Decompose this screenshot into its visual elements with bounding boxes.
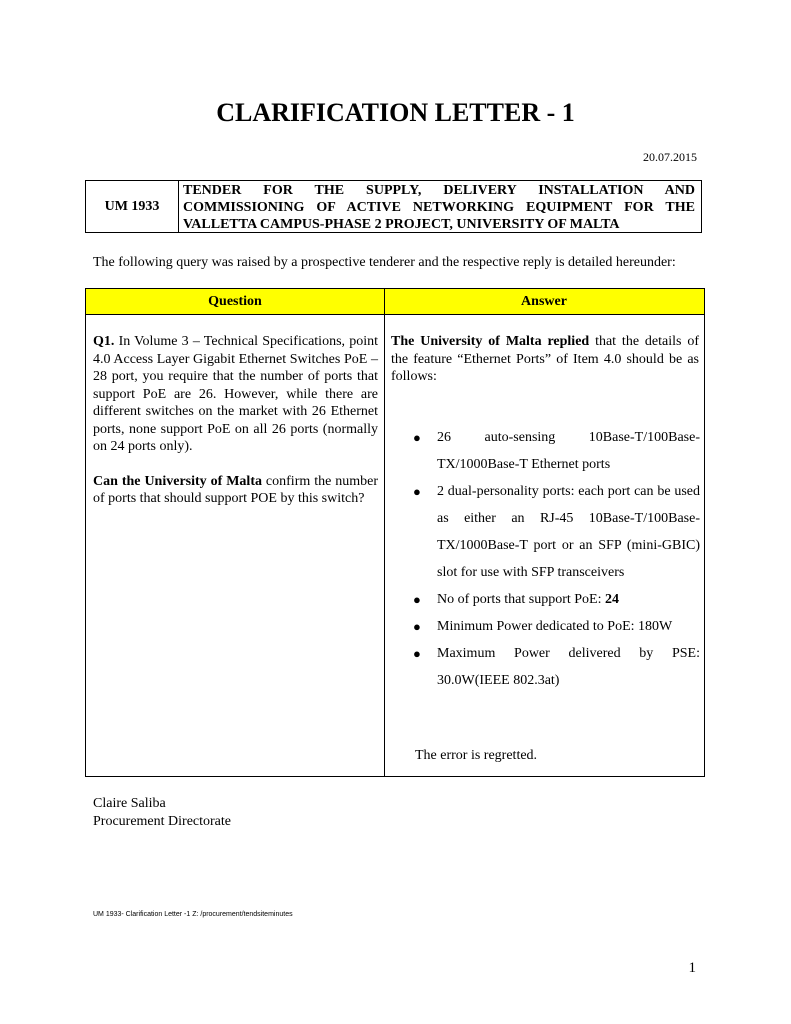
bullet-icon: ● (413, 646, 421, 661)
question-ask-bold: Can the University of Malta (93, 473, 262, 489)
bullet-icon: ● (413, 592, 421, 607)
list-item-text: 26 auto-sensing 10Base-T/100Base-TX/1000Base-T Ethernet ports (437, 430, 700, 472)
tender-reference: UM 1933 (86, 181, 179, 232)
list-item-text: No of ports that support PoE: (437, 592, 605, 607)
list-item (413, 478, 700, 586)
tender-header-table (85, 180, 702, 233)
page-title: CLARIFICATION LETTER - 1 (216, 98, 575, 127)
answer-header: Answer (521, 294, 567, 309)
answer-lead-bold: The University of Malta replied (391, 334, 590, 349)
bullet-icon: ● (413, 484, 421, 499)
answer-cell (391, 333, 700, 763)
regret-note: The error is regretted. (415, 748, 538, 763)
question-label: Q1. (93, 334, 115, 349)
list-item-text: Minimum Power dedicated to PoE: 180W (437, 619, 673, 634)
letter-date: 20.07.2015 (643, 150, 697, 164)
question-header: Question (208, 294, 262, 309)
answer-list (413, 424, 700, 694)
poe-count: 24 (605, 592, 619, 607)
signature-block (93, 795, 231, 831)
signatory-name: Claire Saliba (93, 796, 166, 811)
question-ask-rest: confirm the number of ports that should support POE by this switch? (93, 473, 379, 506)
list-item-text: Maximum Power delivered by PSE: 30.0W(IEEE 802.3at) (437, 646, 700, 688)
question-text: In Volume 3 – Technical Specifications, point 4.0 Access Layer Gigabit Ethernet Switches PoE – 28 port, you require that the number of ports that support PoE are 26. However, while there are different switches on the market with 26 Ethernet ports, none support PoE on all 26 ports (normally on 24 ports only). (93, 334, 378, 454)
qa-table-header (86, 289, 704, 315)
question-paragraph (93, 333, 378, 456)
list-item (413, 613, 700, 640)
list-item (413, 586, 700, 613)
answer-lead (391, 333, 699, 386)
signatory-department: Procurement Directorate (93, 814, 231, 829)
question-cell (93, 333, 378, 525)
bullet-icon: ● (413, 619, 421, 634)
column-divider (384, 289, 385, 776)
list-item (413, 640, 700, 694)
page-number: 1 (688, 960, 696, 976)
bullet-icon: ● (413, 430, 421, 445)
list-item (413, 424, 700, 478)
qa-table (85, 288, 705, 777)
intro-text: The following query was raised by a prospective tenderer and the respective reply is detailed hereunder: (93, 255, 676, 270)
document-footer: UM 1933- Clarification Letter -1 Z: /procurement/tendsiteminutes (93, 911, 293, 918)
question-ask (93, 473, 378, 508)
tender-name: TENDER FOR THE SUPPLY, DELIVERY INSTALLATION AND COMMISSIONING OF ACTIVE NETWORKING EQUIPMENT FOR THE VALLETTA CAMPUS-PHASE 2 PROJECT, UNIVERSITY OF MALTA (183, 183, 695, 232)
answer-lead-rest: that the details of the feature “Ethernet Ports” of Item 4.0 should be as follows: (391, 334, 699, 384)
list-item-text: 2 dual-personality ports: each port can be used as either an RJ-45 10Base-T/100Base-TX/1000Base-T port or an SFP (mini-GBIC) slot for use with SFP transceivers (437, 484, 700, 580)
